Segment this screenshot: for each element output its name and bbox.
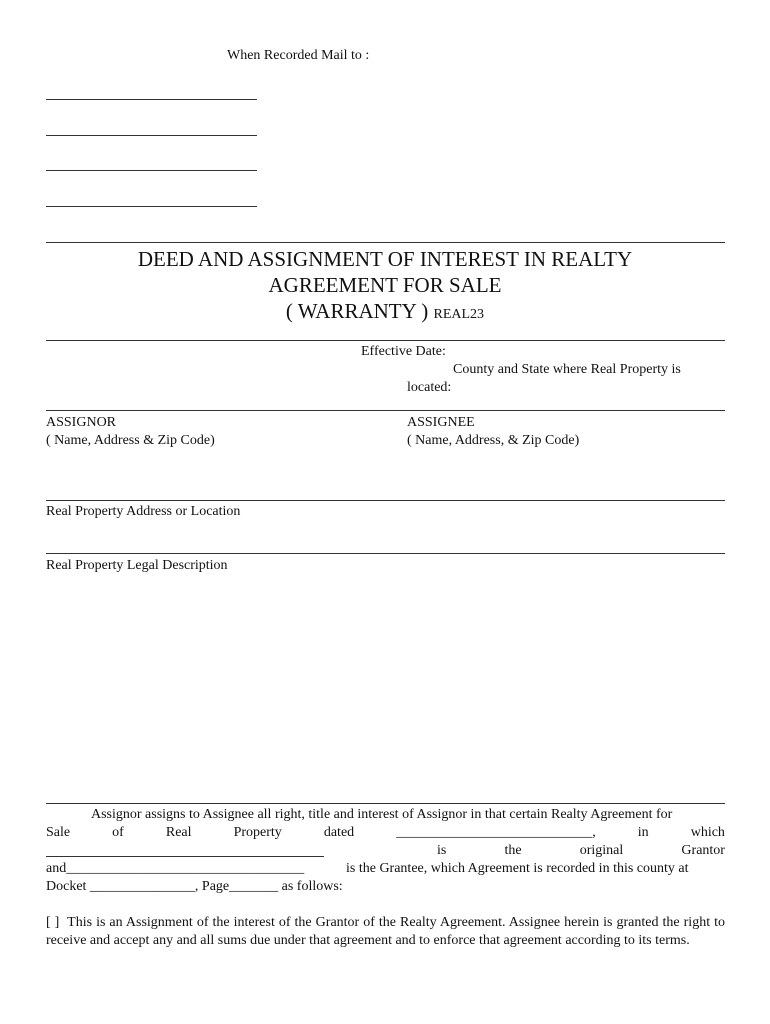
parties-divider bbox=[46, 410, 725, 411]
title-divider-top bbox=[46, 242, 725, 243]
mail-to-label: When Recorded Mail to : bbox=[227, 48, 370, 63]
document-title-line3 bbox=[0, 298, 770, 328]
body-word: Property bbox=[233, 825, 282, 840]
body-line-3 bbox=[437, 842, 725, 860]
assignment-checkbox[interactable]: [ ] bbox=[46, 915, 60, 930]
body-word: Grantor bbox=[681, 843, 725, 858]
title-divider-bottom bbox=[46, 340, 725, 341]
body-word: Real bbox=[165, 825, 192, 840]
mail-to-line-3[interactable] bbox=[46, 170, 257, 171]
mail-to-line-1[interactable] bbox=[46, 99, 257, 100]
docket-page-line[interactable]: Docket _______________, Page_______ as follows: bbox=[46, 879, 343, 894]
grantor-name-blank[interactable] bbox=[46, 856, 324, 857]
body-line-1: Assignor assigns to Assignee all right, title and interest of Assignor in that certain Realty Agreement for bbox=[91, 807, 673, 822]
body-word: of bbox=[112, 825, 124, 840]
mail-to-line-2[interactable] bbox=[46, 135, 257, 136]
body-word: in bbox=[637, 825, 649, 840]
assignor-sublabel: ( Name, Address & Zip Code) bbox=[46, 433, 215, 448]
warranty-label: ( WARRANTY ) bbox=[285, 299, 429, 323]
body-line-4: is the Grantee, which Agreement is recorded in this county at bbox=[346, 861, 689, 876]
body-word: original bbox=[579, 843, 624, 858]
effective-date-label: Effective Date: bbox=[361, 344, 446, 359]
assignment-paragraph bbox=[46, 914, 725, 950]
assignor-label: ASSIGNOR bbox=[46, 415, 117, 430]
assignee-sublabel: ( Name, Address, & Zip Code) bbox=[407, 433, 580, 448]
body-line-2 bbox=[46, 824, 725, 842]
legal-description-divider bbox=[46, 553, 725, 554]
agreement-date-blank[interactable]: ____________________________, bbox=[396, 825, 596, 840]
legal-description-label: Real Property Legal Description bbox=[46, 558, 228, 573]
document-title-line1: DEED AND ASSIGNMENT OF INTEREST IN REALTY bbox=[137, 247, 633, 271]
body-word: which bbox=[690, 825, 725, 840]
document-title-line2: AGREEMENT FOR SALE bbox=[268, 273, 502, 297]
assignee-label: ASSIGNEE bbox=[407, 415, 475, 430]
property-address-label: Real Property Address or Location bbox=[46, 504, 241, 519]
county-state-label-cont: located: bbox=[407, 380, 452, 395]
body-divider bbox=[46, 803, 725, 804]
body-word: the bbox=[504, 843, 522, 858]
form-code: REAL23 bbox=[433, 307, 485, 322]
body-word: Sale bbox=[46, 825, 71, 840]
body-word: dated bbox=[323, 825, 355, 840]
property-address-divider bbox=[46, 500, 725, 501]
assignment-text: This is an Assignment of the interest of the Grantor of the Realty Agreement. Assignee herein is granted the right to receive and accept any and all sums due under that agreement and to enforce that agreement according to its terms. bbox=[46, 915, 725, 948]
grantee-blank[interactable]: and__________________________________ bbox=[46, 861, 305, 876]
mail-to-line-4[interactable] bbox=[46, 206, 257, 207]
county-state-label: County and State where Real Property is bbox=[453, 362, 681, 377]
body-word: is bbox=[437, 843, 447, 858]
